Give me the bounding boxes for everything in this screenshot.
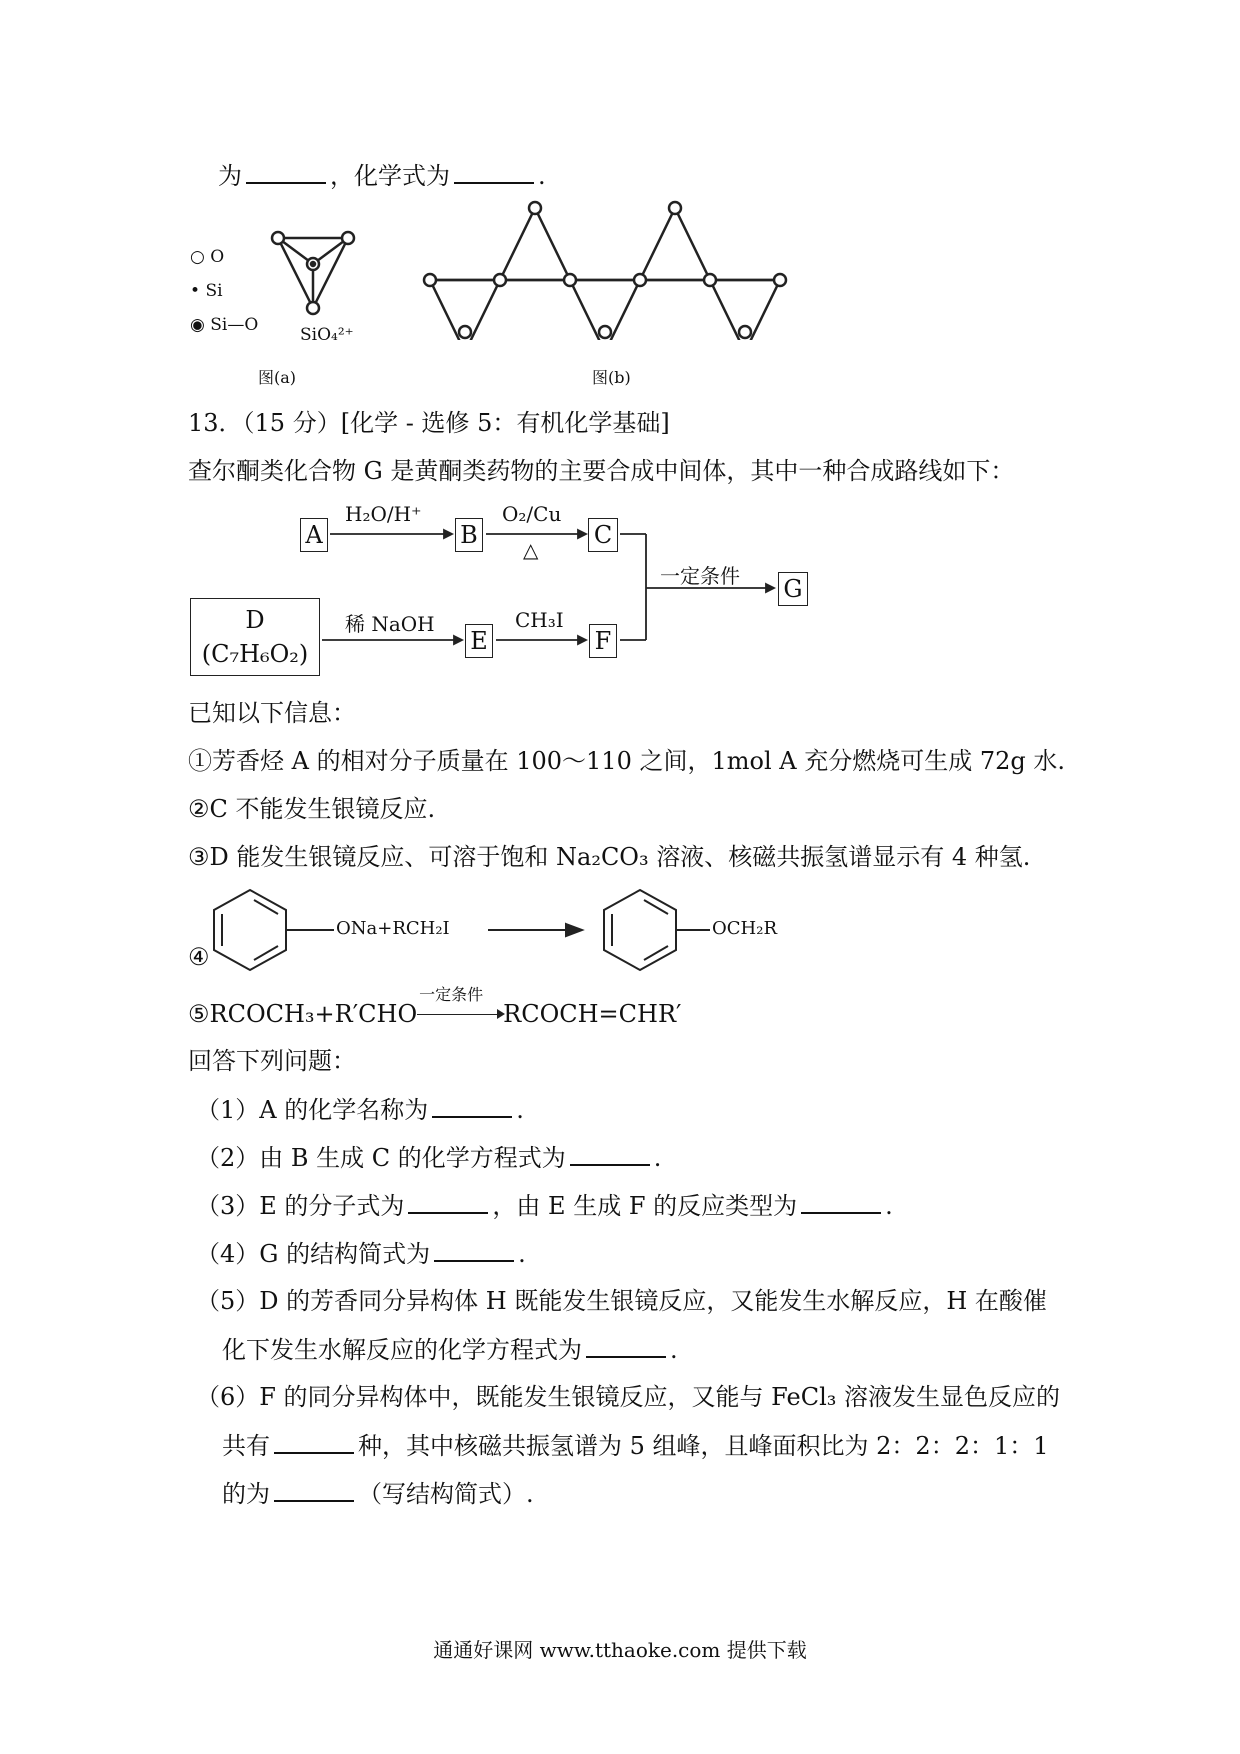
answers-title: 回答下列问题： — [188, 1047, 356, 1075]
caption-b: 图(b) — [592, 368, 631, 387]
q5-line-2: 化下发生水解反应的化学方程式为 . — [222, 1336, 678, 1364]
compound-c: C — [588, 518, 618, 552]
reagent-2: O₂/Cu — [502, 502, 562, 526]
item-4-number: ④ — [188, 943, 210, 971]
reagent-3: 稀 NaOH — [345, 612, 435, 636]
known-title: 已知以下信息： — [188, 699, 356, 727]
benzene-ring-left — [214, 890, 286, 970]
q5-line-1: （5）D 的芳香同分异构体 H 既能发生银镜反应，又能发生水解反应，H 在酸催 — [196, 1287, 1047, 1315]
reagent-4: CH₃I — [515, 608, 564, 632]
reagent-5: 一定条件 — [660, 564, 740, 588]
route-arrows — [0, 0, 1240, 700]
compound-a: A — [300, 518, 328, 552]
q6-line-1: （6）F 的同分异构体中，既能发生银镜反应，又能与 FeCl₃ 溶液发生显色反应的 — [196, 1383, 1061, 1411]
compound-b: B — [455, 518, 483, 552]
known-item-2: ②C 不能发生银镜反应. — [188, 795, 436, 823]
question-header: 13．（15 分）[化学 - 选修 5：有机化学基础] — [188, 409, 670, 437]
reagent-2-heat: △ — [523, 538, 539, 562]
answer-blank[interactable] — [432, 1094, 512, 1118]
known-item-5: ⑤RCOCH₃+R′CHO 一定条件 RCOCH=CHR′ — [188, 985, 682, 1028]
reaction-4-structures — [210, 884, 730, 984]
known-item-3: ③D 能发生银镜反应、可溶于饱和 Na₂CO₃ 溶液、核磁共振氢谱显示有 4 种氢. — [188, 843, 1031, 871]
q4: （4）G 的结构简式为 . — [196, 1240, 526, 1268]
q6-line-3: 的为 （写结构简式）. — [222, 1480, 534, 1508]
q1: （1）A 的化学名称为 . — [196, 1096, 524, 1124]
benzene-ring-right — [604, 890, 676, 970]
item-5-arrow: 一定条件 — [417, 998, 503, 1022]
known-item-1: ①芳香烃 A 的相对分子质量在 100～110 之间，1mol A 充分燃烧可生成 72g 水. — [188, 747, 1065, 775]
text: . — [538, 162, 546, 190]
q2: （2）由 B 生成 C 的化学方程式为 . — [196, 1144, 662, 1172]
compound-g: G — [778, 572, 808, 606]
question-intro: 查尔酮类化合物 G 是黄酮类药物的主要合成中间体，其中一种合成路线如下： — [188, 457, 1015, 485]
answer-blank[interactable] — [408, 1190, 488, 1214]
answer-blank[interactable] — [586, 1334, 666, 1358]
compound-e: E — [465, 624, 493, 658]
answer-blank[interactable] — [274, 1478, 354, 1502]
item-4-right: OCH₂R — [712, 918, 777, 939]
answer-blank[interactable] — [570, 1142, 650, 1166]
q3: （3）E 的分子式为 ，由 E 生成 F 的反应类型为 . — [196, 1192, 893, 1220]
text: 为 — [218, 162, 242, 190]
page-footer: 通通好课网 www.tthaoke.com 提供下载 — [433, 1638, 807, 1662]
answer-blank[interactable] — [801, 1190, 881, 1214]
caption-a: 图(a) — [258, 368, 297, 387]
answer-blank[interactable] — [274, 1430, 354, 1454]
q6-line-2: 共有 种，其中核磁共振氢谱为 5 组峰，且峰面积比为 2：2：2：1：1 — [222, 1432, 1049, 1460]
item-4-left: ONa+RCH₂I — [336, 918, 450, 939]
reagent-1: H₂O/H⁺ — [345, 502, 422, 526]
compound-d: D (C₇H₆O₂) — [190, 598, 320, 676]
compound-f: F — [589, 624, 617, 658]
ion-label: SiO₄²⁺ — [300, 325, 354, 345]
figure-legend: ○ O • Si ◉ Si—O — [190, 247, 259, 335]
text: ，化学式为 — [330, 162, 450, 190]
answer-blank[interactable] — [434, 1238, 514, 1262]
